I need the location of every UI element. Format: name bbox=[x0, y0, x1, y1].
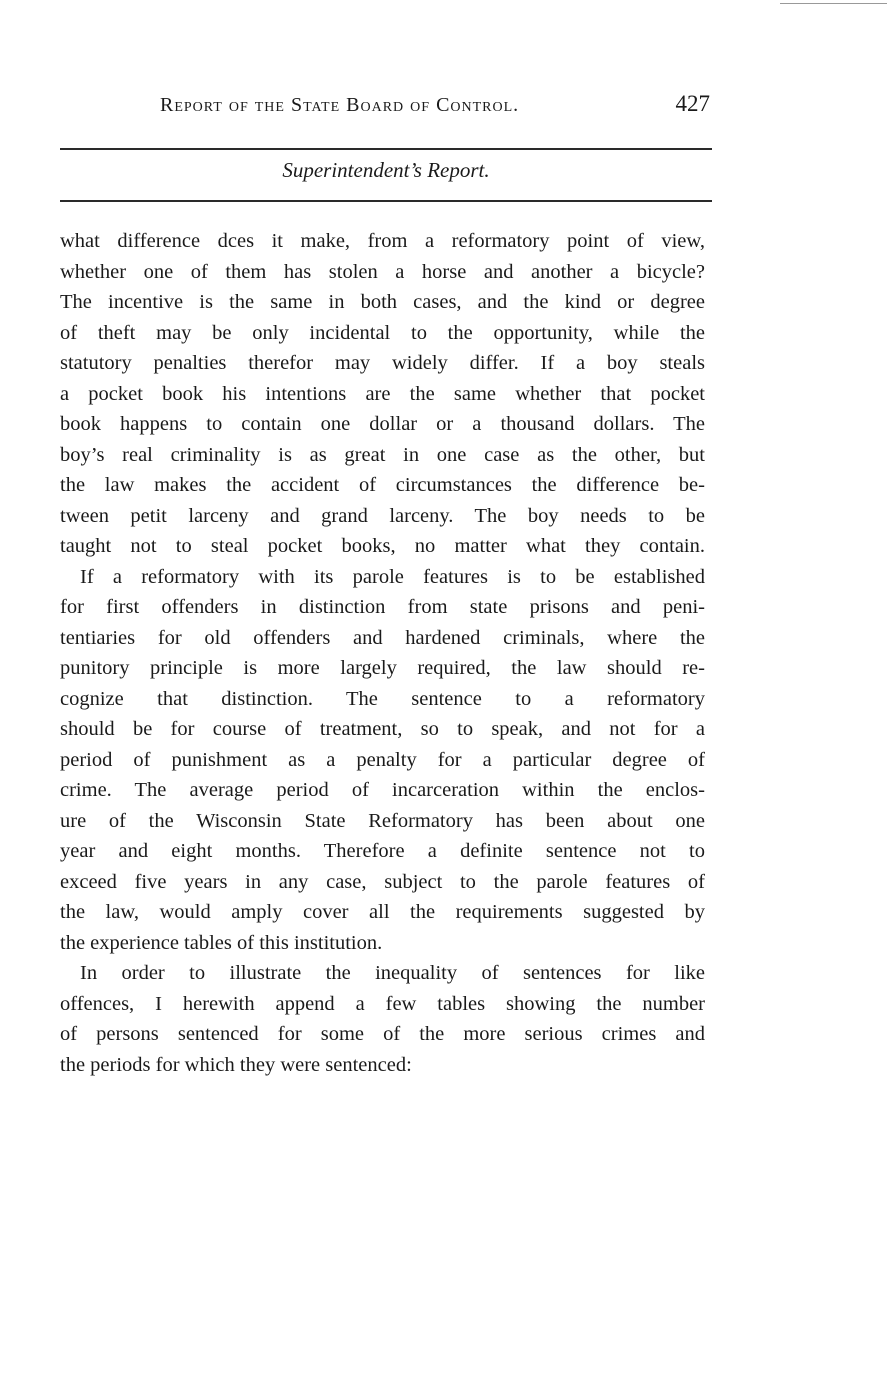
corner-rule bbox=[780, 3, 887, 4]
text-line: the law makes the accident of circumstances the difference be- bbox=[60, 474, 705, 496]
header-rule-top bbox=[60, 148, 712, 150]
text-line: period of punishment as a penalty for a particular degree of bbox=[60, 749, 705, 771]
text-line: the experience tables of this institution. bbox=[60, 932, 383, 954]
text-line: taught not to steal pocket books, no matter what they contain. bbox=[60, 535, 705, 557]
text-line: what difference dces it make, from a reformatory point of view, bbox=[60, 230, 705, 252]
text-line: In order to illustrate the inequality of sentences for like bbox=[80, 962, 705, 984]
text-line: boy’s real criminality is as great in one case as the other, but bbox=[60, 444, 705, 466]
text-line: of theft may be only incidental to the opportunity, while the bbox=[60, 322, 705, 344]
text-line: should be for course of treatment, so to speak, and not for a bbox=[60, 718, 705, 740]
text-line: crime. The average period of incarceration within the enclos- bbox=[60, 779, 705, 801]
text-line: exceed five years in any case, subject to the parole features of bbox=[60, 871, 705, 893]
text-line: the law, would amply cover all the requirements suggested by bbox=[60, 901, 705, 923]
text-line: statutory penalties therefor may widely differ. If a boy steals bbox=[60, 352, 705, 374]
text-line: tween petit larceny and grand larceny. The boy needs to be bbox=[60, 505, 705, 527]
text-line: whether one of them has stolen a horse and another a bicycle? bbox=[60, 261, 705, 283]
text-line: ure of the Wisconsin State Reformatory has been about one bbox=[60, 810, 705, 832]
running-title: Report of the State Board of Control. bbox=[160, 94, 520, 116]
text-line: for first offenders in distinction from state prisons and peni- bbox=[60, 596, 705, 618]
section-title: Superintendent’s Report. bbox=[282, 158, 490, 182]
text-line: of persons sentenced for some of the more serious crimes and bbox=[60, 1023, 705, 1045]
text-line: offences, I herewith append a few tables showing the number bbox=[60, 993, 705, 1015]
header-rule-bottom bbox=[60, 200, 712, 202]
text-line: cognize that distinction. The sentence to a reformatory bbox=[60, 688, 705, 710]
page-number: 427 bbox=[675, 91, 710, 116]
text-line: a pocket book his intentions are the same whether that pocket bbox=[60, 383, 705, 405]
text-line: the periods for which they were sentenced: bbox=[60, 1054, 412, 1076]
text-line: tentiaries for old offenders and hardened criminals, where the bbox=[60, 627, 705, 649]
text-line: If a reformatory with its parole features is to be established bbox=[80, 566, 705, 588]
text-line: The incentive is the same in both cases, and the kind or degree bbox=[60, 291, 705, 313]
text-line: punitory principle is more largely required, the law should re- bbox=[60, 657, 705, 679]
text-line: year and eight months. Therefore a definite sentence not to bbox=[60, 840, 705, 862]
running-head bbox=[60, 88, 712, 128]
text-line: book happens to contain one dollar or a thousand dollars. The bbox=[60, 413, 705, 435]
